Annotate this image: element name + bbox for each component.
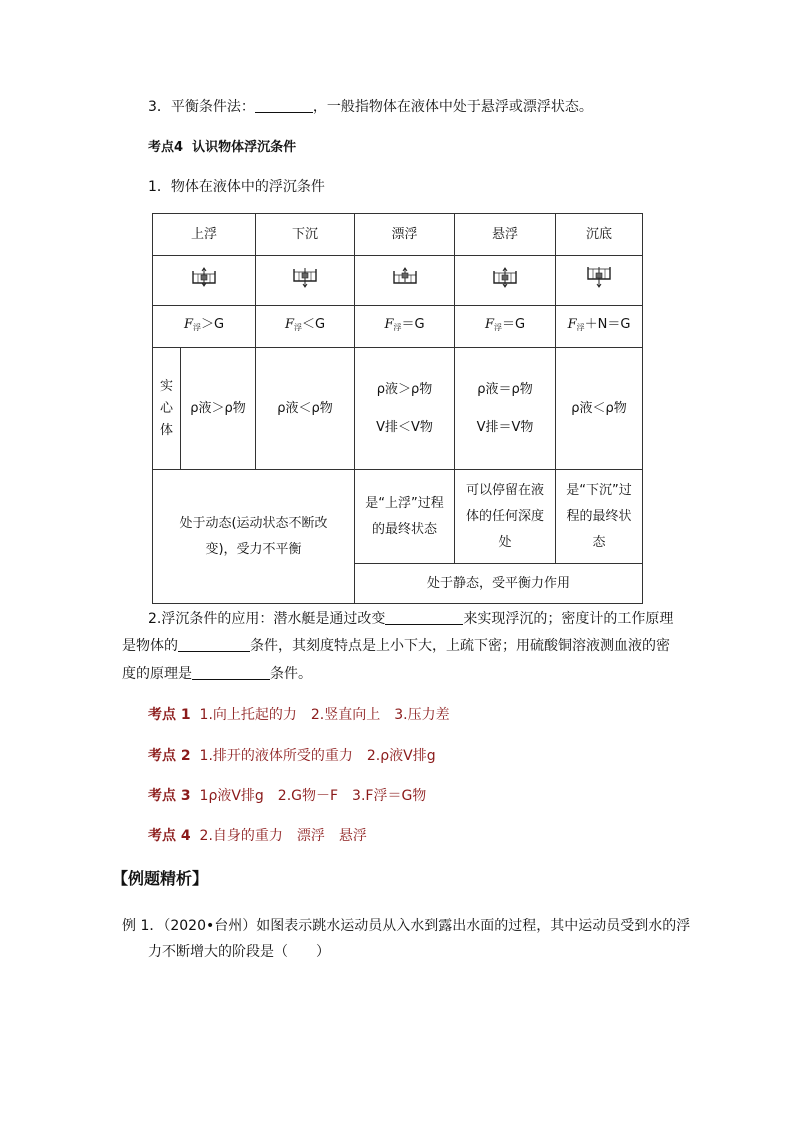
force-suspend: $F_浮=G$	[455, 306, 556, 348]
application-line-2: 是物体的 条件，其刻度特点是上小下大，上疏下密；用硫酸铜溶液测血液的密	[122, 638, 670, 654]
sink-state: 是“下沉”过程的最终状态	[556, 470, 643, 564]
method3-line: 3．平衡条件法： ，一般指物体在液体中处于悬浮或漂浮状态。	[148, 99, 593, 115]
float-sink-table	[152, 213, 643, 604]
application-blank-1[interactable]	[385, 610, 463, 625]
method3-blank[interactable]	[255, 98, 313, 113]
force-float: $F_浮=G$	[355, 306, 455, 348]
rise-diagram-icon	[191, 265, 217, 289]
force-bottom: $F_浮+N=G$	[556, 306, 643, 348]
solid-label: 实 心 体	[153, 348, 181, 470]
answer-4: 考点 4 2.自身的重力 漂浮 悬浮	[148, 828, 367, 844]
suspend-state: 可以停留在液体的任何深度处	[455, 470, 556, 564]
static-state: 处于静态，受平衡力作用	[355, 564, 643, 604]
application-line-3: 度的原理是 条件。	[122, 666, 312, 682]
kaodian4-heading: 考点4 认识物体浮沉条件	[148, 140, 297, 155]
density-bottom: ρ液＜ρ物	[556, 348, 643, 470]
force-sink: $F_浮<G$	[256, 306, 355, 348]
force-rise: $F_浮>G$	[153, 306, 256, 348]
section-title: 【例题精析】	[112, 869, 209, 888]
diagram-bottom	[556, 256, 643, 306]
answer-1: 考点 1 1.向上托起的力 2.竖直向上 3.压力差	[148, 707, 450, 723]
dynamic-state: 处于动态(运动状态不断改变)，受力不平衡	[153, 470, 355, 604]
density-rise: ρ液＞ρ物	[181, 348, 256, 470]
cond1-title: 1．物体在液体中的浮沉条件	[148, 179, 325, 195]
header-suspend: 悬浮	[455, 214, 556, 256]
header-rise: 上浮	[153, 214, 256, 256]
example1-line-2: 力不断增大的阶段是（ ）	[148, 944, 330, 960]
diagram-float	[355, 256, 455, 306]
float-state: 是“上浮”过程的最终状态	[355, 470, 455, 564]
density-sink: ρ液＜ρ物	[256, 348, 355, 470]
diagram-suspend	[455, 256, 556, 306]
density-suspend: ρ液＝ρ物 V排＝V物	[455, 348, 556, 470]
header-float: 漂浮	[355, 214, 455, 256]
example1-line-1: 例 1．（2020•台州）如图表示跳水运动员从入水到露出水面的过程，其中运动员受到水的浮	[122, 918, 691, 934]
answer-3: 考点 3 1ρ液V排g 2.G物－F 3.F浮＝G物	[148, 788, 427, 804]
answer-2: 考点 2 1.排开的液体所受的重力 2.ρ液V排g	[148, 748, 436, 764]
diagram-sink	[256, 256, 355, 306]
application-blank-3[interactable]	[192, 665, 270, 680]
suspend-diagram-icon	[492, 265, 518, 289]
bottom-diagram-icon	[586, 265, 612, 289]
header-sink: 下沉	[256, 214, 355, 256]
float-diagram-icon	[392, 265, 418, 289]
density-float: ρ液＞ρ物 V排＜V物	[355, 348, 455, 470]
application-line-1: 2.浮沉条件的应用：潜水艇是通过改变 来实现浮沉的；密度计的工作原理	[148, 611, 674, 627]
sink-diagram-icon	[292, 265, 318, 289]
header-bottom: 沉底	[556, 214, 643, 256]
diagram-rise	[153, 256, 256, 306]
application-blank-2[interactable]	[178, 637, 250, 652]
